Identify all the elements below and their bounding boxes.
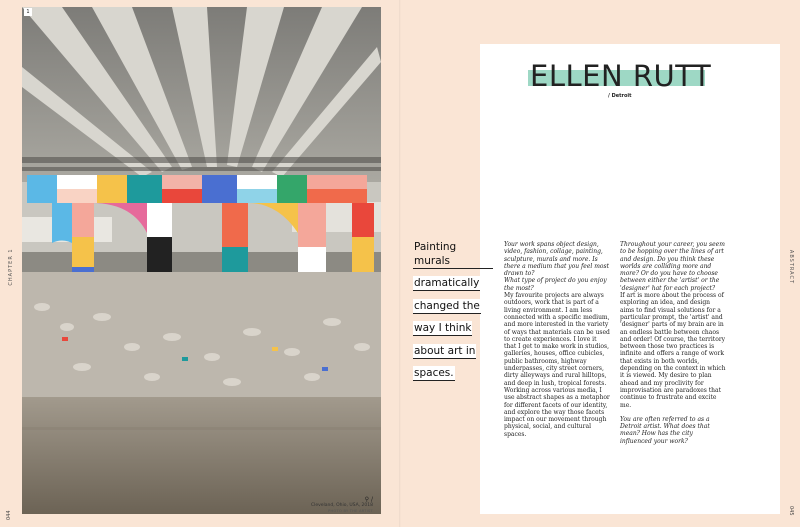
gutter bbox=[399, 0, 401, 527]
article-column-2 bbox=[620, 241, 726, 445]
pull-quote-line: changed the bbox=[414, 299, 480, 312]
question: What type of project do you enjoy the most? bbox=[504, 277, 607, 292]
answer: My favourite projects are always outdoors, work that is part of a living environment. I am less connected with a specific medium, and more interested in the variety of ways that materials can be used to create experiences. I love it that I get to make work in studios, galleries, houses, office cubicles, public bathrooms, highway underpasses, city street corners, dirty alleyways and rural hilltops, and deep in lush, tropical forests. Working across various media, I use abstract shapes as a metaphor for different facets of our identity, and explore the way those facets impact on our movement through physical, social, and cultural spaces. bbox=[504, 292, 610, 438]
page-number-left: 044 bbox=[6, 510, 12, 520]
chapter-label: CHAPTER 1 bbox=[8, 248, 14, 286]
question: Your work spans object design, video, fashion, collage, painting, sculpture, murals and more. Is there a medium that you feel most drawn to? bbox=[504, 241, 609, 278]
caption-location: Cleveland, Ohio, USA, 2018 bbox=[310, 503, 373, 508]
photo-caption bbox=[275, 496, 373, 514]
pull-quote-line: Painting murals bbox=[413, 240, 493, 269]
underpass-mural-illustration bbox=[22, 7, 381, 514]
mural-photo bbox=[22, 7, 381, 514]
pull-quote-line: dramatically bbox=[414, 277, 480, 290]
article-location: / Detroit bbox=[608, 93, 632, 99]
pull-quote-line: way I think bbox=[414, 322, 472, 335]
question: You are often referred to as a Detroit artist. What does that mean? How has the city influenced your work? bbox=[620, 415, 710, 445]
pull-quote bbox=[413, 240, 493, 386]
page-number-right: 045 bbox=[788, 506, 794, 516]
article-title: ELLEN RUTT bbox=[530, 59, 712, 93]
location-icon: ⚲ / bbox=[364, 496, 373, 503]
title-block bbox=[520, 58, 740, 98]
photo-number: 1 bbox=[24, 8, 32, 16]
pull-quote-line: spaces. bbox=[414, 366, 454, 379]
section-label: ABSTRACT bbox=[788, 249, 794, 285]
article-column-1 bbox=[504, 241, 610, 438]
question: Throughout your career, you seem to be hopping over the lines of art and design. Do you think these worlds are colliding more and more? Or do you have to choose between either the 'artist' or the 'designer' hat for each project? bbox=[620, 241, 725, 292]
pull-quote-line: about art in bbox=[414, 344, 476, 357]
photo-credit: PHOTO BY THE ARTIST bbox=[328, 509, 373, 513]
answer: If art is more about the process of exploring an idea, and design aims to find visual solutions for a particular prompt, the 'artist' and 'designer' parts of my brain are in an endless battle between chaos and order! Of course, the territory between those two practices is infinite and offers a range of work that exists in both worlds, depending on the context in which it is viewed. My desire to plan ahead and my proclivity for improvisation are paradoxes that continue to frustrate and excite me. bbox=[620, 292, 726, 409]
